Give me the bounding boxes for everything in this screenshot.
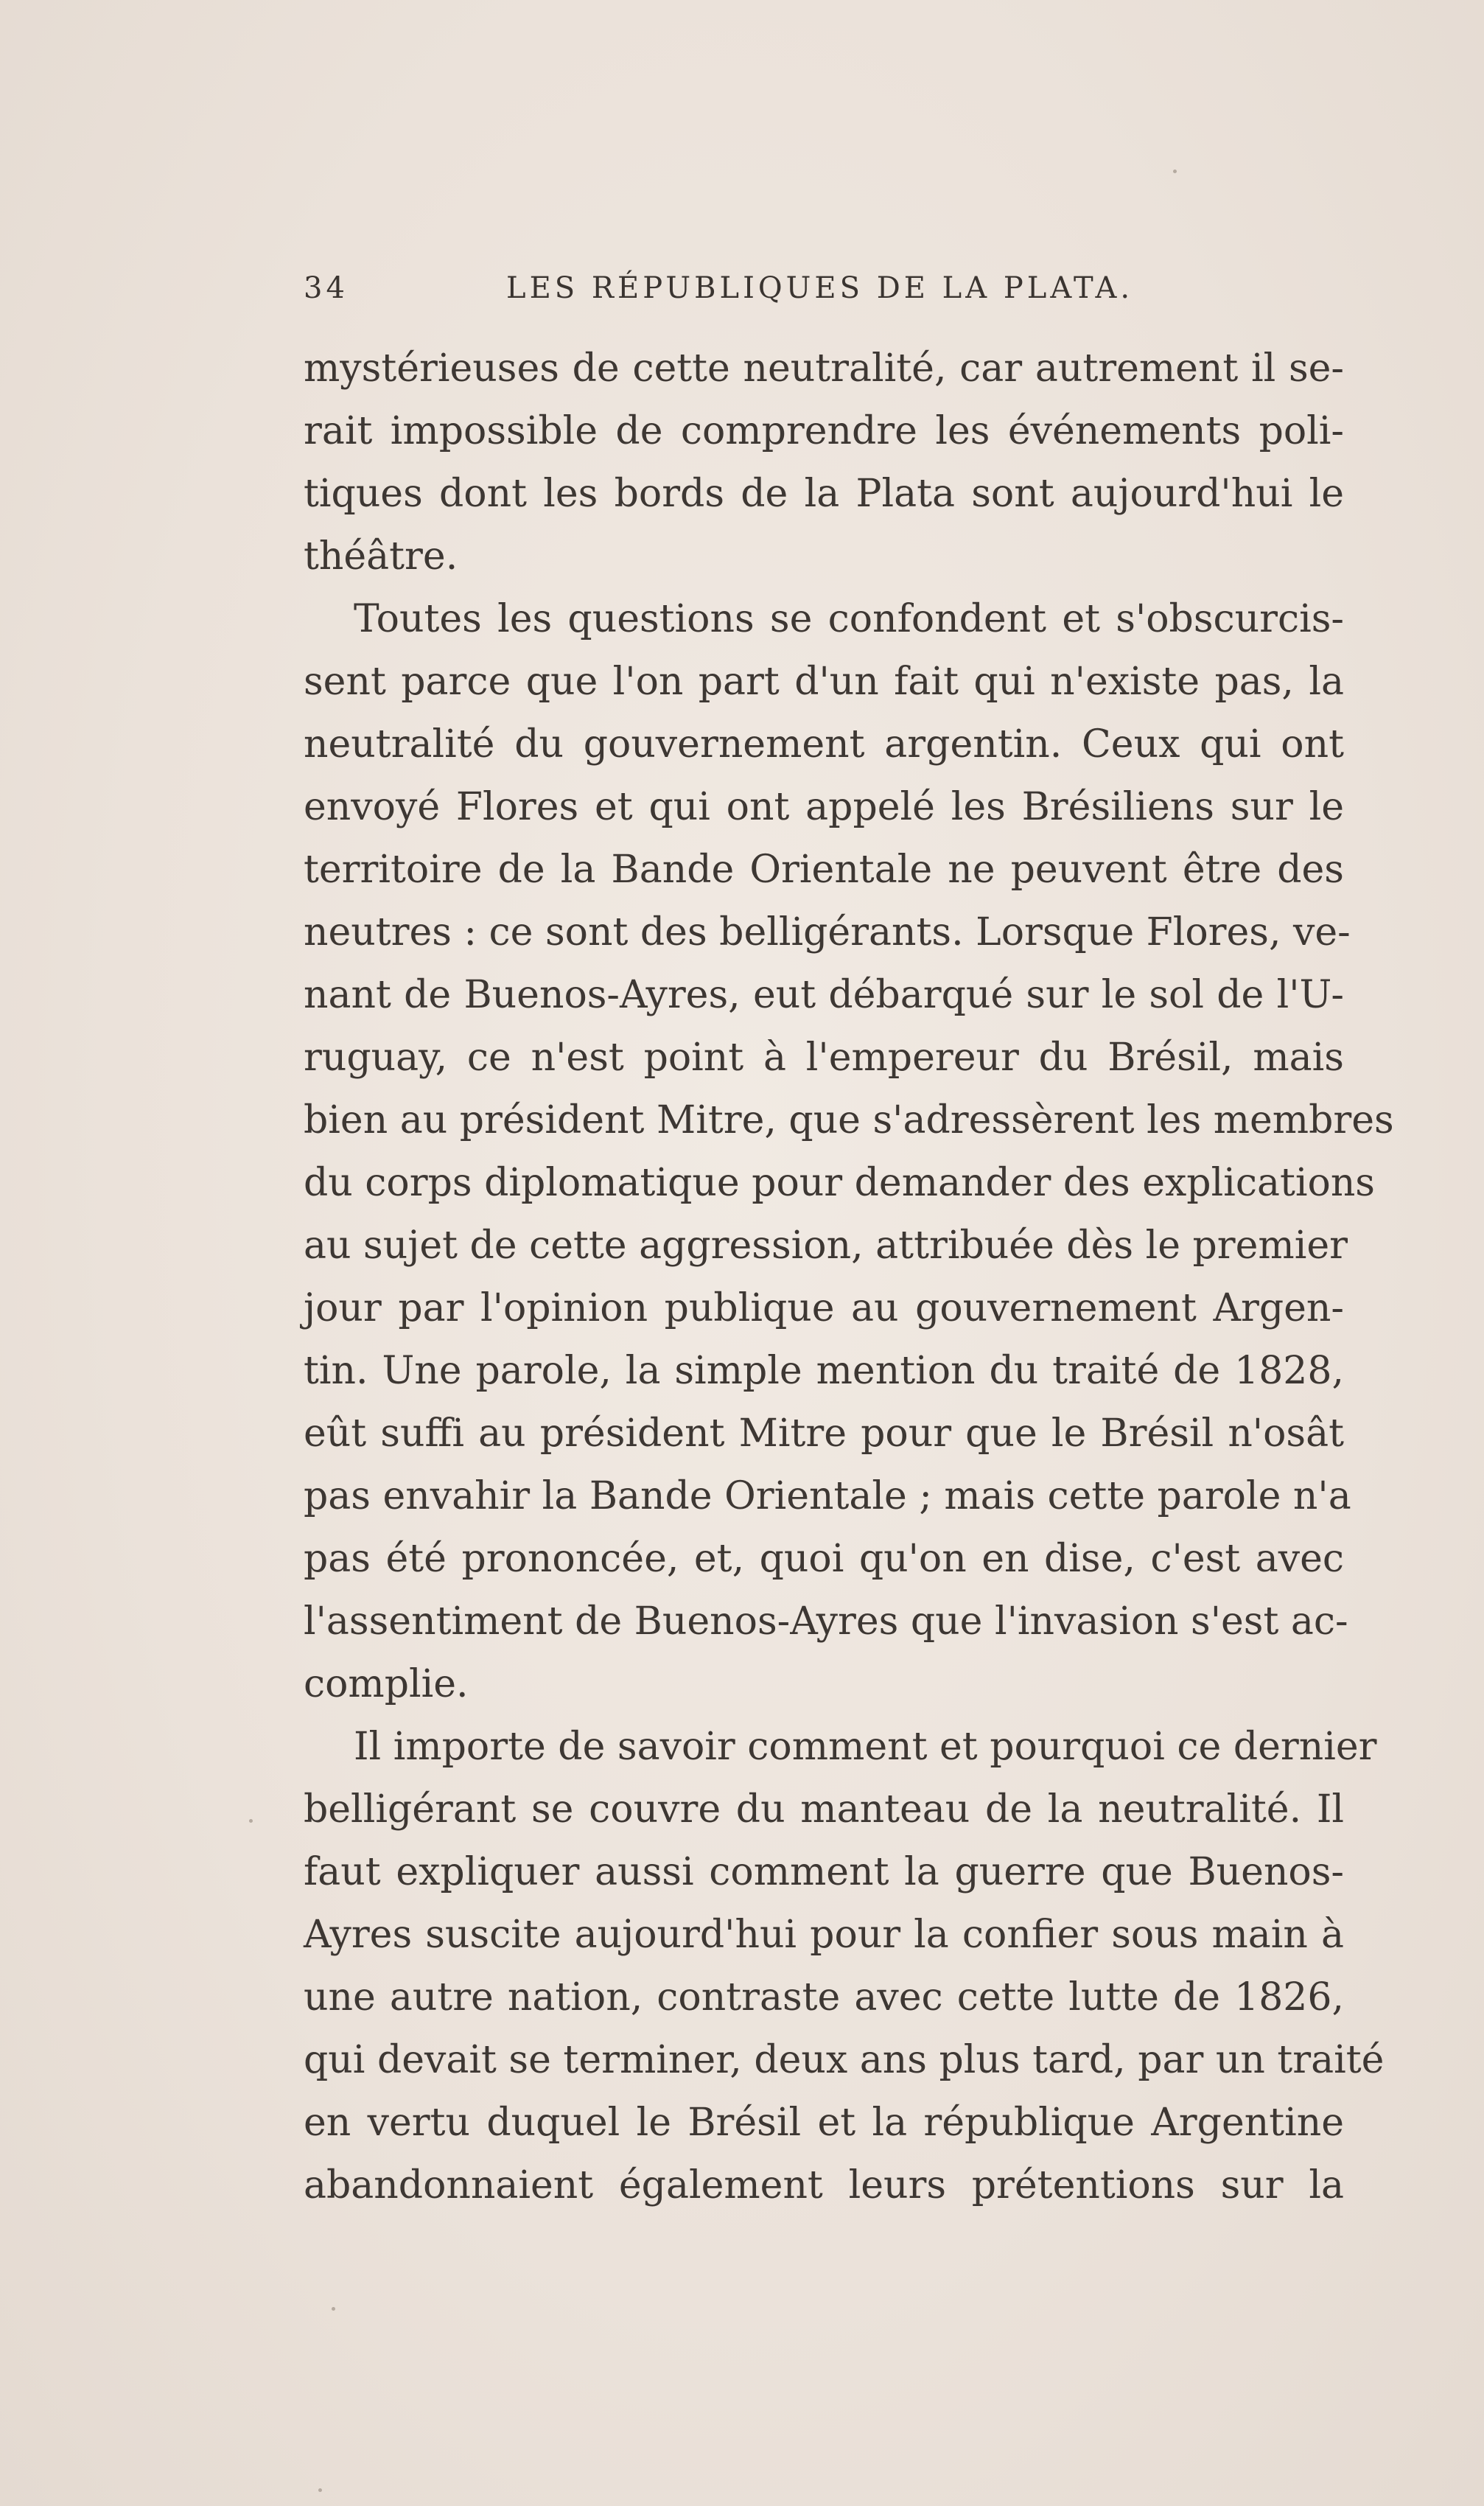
- text-line: territoire de la Bande Orientale ne peuvent être des: [304, 848, 1344, 892]
- text-line: au sujet de cette aggression, attribuée dès le premier: [304, 1224, 1348, 1268]
- text-line: tin. Une parole, la simple mention du traité de 1828,: [304, 1349, 1344, 1393]
- page-header: [304, 271, 1158, 313]
- text-line: l'assentiment de Buenos-Ayres que l'invasion s'est ac-: [304, 1599, 1348, 1644]
- text-line: une autre nation, contraste avec cette lutte de 1826,: [304, 1975, 1344, 2020]
- text-line: complie.: [304, 1662, 469, 1706]
- text-line: Toutes les questions se confondent et s'obscurcis-: [354, 597, 1344, 641]
- running-title: LES RÉPUBLIQUES DE LA PLATA.: [506, 271, 1134, 305]
- text-line: Il importe de savoir comment et pourquoi ce dernier: [354, 1725, 1377, 1769]
- text-line: eût suffi au président Mitre pour que le Brésil n'osât: [304, 1411, 1344, 1456]
- text-line: faut expliquer aussi comment la guerre que Buenos-: [304, 1850, 1344, 1894]
- text-line: envoyé Flores et qui ont appelé les Brésiliens sur le: [304, 785, 1344, 829]
- text-line: en vertu duquel le Brésil et la république Argentine: [304, 2101, 1344, 2145]
- text-line: pas été prononcée, et, quoi qu'on en dise, c'est avec: [304, 1537, 1344, 1581]
- text-line: qui devait se terminer, deux ans plus tard, par un traité: [304, 2038, 1385, 2082]
- text-line: mystérieuses de cette neutralité, car autrement il se-: [304, 346, 1344, 391]
- text-line: Ayres suscite aujourd'hui pour la confier sous main à: [304, 1913, 1344, 1957]
- page-number: 34: [304, 271, 349, 305]
- paper-speck: [332, 2307, 335, 2311]
- text-line: nant de Buenos-Ayres, eut débarqué sur le sol de l'U-: [304, 973, 1344, 1017]
- text-line: théâtre.: [304, 534, 458, 579]
- text-line: jour par l'opinion publique au gouvernement Argen-: [304, 1286, 1344, 1330]
- paper-speck: [1173, 170, 1177, 173]
- body-text: [304, 338, 1394, 2217]
- text-line: ruguay, ce n'est point à l'empereur du Brésil, mais: [304, 1036, 1344, 1080]
- paper-speck: [318, 2488, 322, 2492]
- text-line: belligérant se couvre du manteau de la neutralité. Il: [304, 1787, 1344, 1832]
- text-line: neutralité du gouvernement argentin. Ceux qui ont: [304, 722, 1344, 767]
- text-line: abandonnaient également leurs prétentions sur la: [304, 2163, 1344, 2207]
- text-line: rait impossible de comprendre les événements poli-: [304, 409, 1344, 453]
- text-line: pas envahir la Bande Orientale ; mais cette parole n'a: [304, 1474, 1351, 1518]
- text-line: neutres : ce sont des belligérants. Lorsque Flores, ve-: [304, 910, 1351, 954]
- text-line: du corps diplomatique pour demander des explications: [304, 1161, 1375, 1205]
- paper-speck: [249, 1819, 253, 1823]
- text-line: tiques dont les bords de la Plata sont aujourd'hui le: [304, 472, 1344, 516]
- text-line: bien au président Mitre, que s'adressèrent les membres: [304, 1098, 1394, 1142]
- text-line: sent parce que l'on part d'un fait qui n'existe pas, la: [304, 660, 1344, 704]
